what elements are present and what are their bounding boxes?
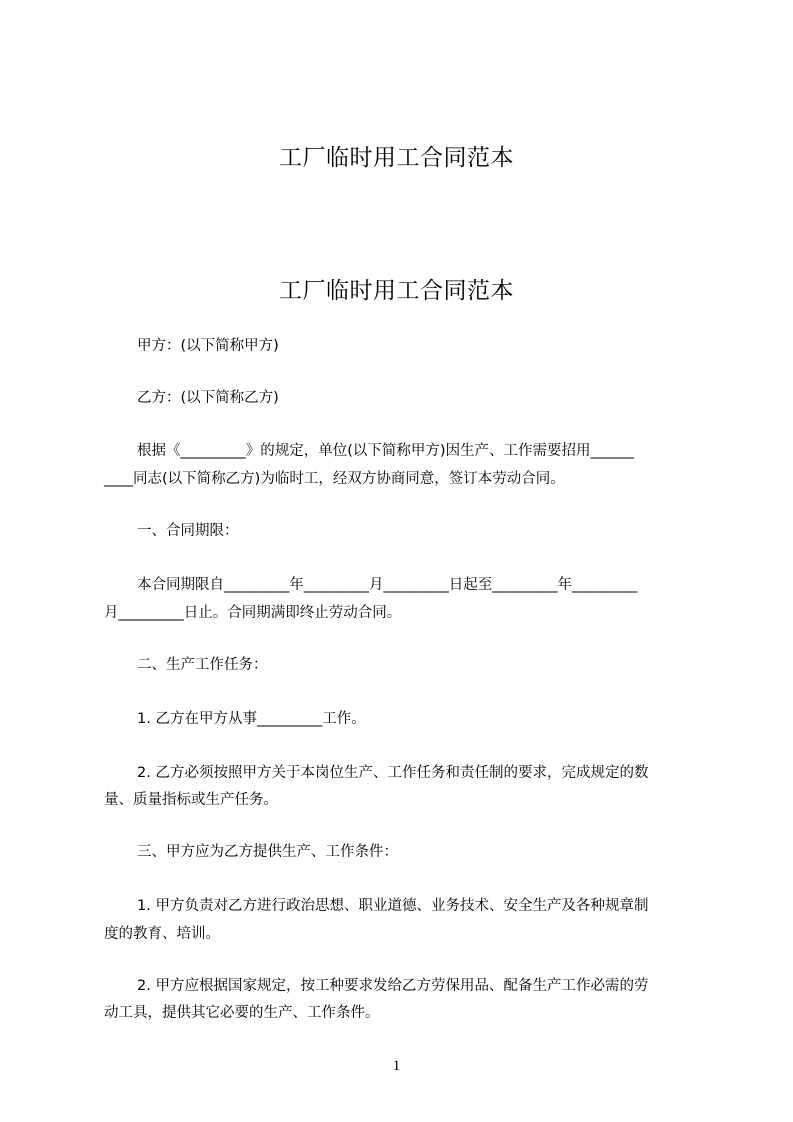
section-3-item-1-line-1: 1. 甲方负责对乙方进行政治思想、职业道德、业务技术、安全生产及各种规章制 bbox=[137, 898, 649, 914]
section-3-heading: 三、甲方应为乙方提供生产、工作条件： bbox=[137, 844, 398, 860]
section-2-item-2-line-2: 量、质量指标或生产任务。 bbox=[104, 792, 278, 808]
section-2-item-1: 1. 乙方在甲方从事_________工作。 bbox=[137, 711, 366, 727]
section-1-paragraph-line-2: 月_________日止。合同期满即终止劳动合同。 bbox=[104, 605, 402, 621]
section-1-heading: 一、合同期限： bbox=[137, 523, 239, 539]
section-2-item-2-line-1: 2. 乙方必须按照甲方关于本岗位生产、工作任务和责任制的要求，完成规定的数 bbox=[137, 765, 649, 781]
party-a-line: 甲方：(以下简称甲方) bbox=[137, 338, 279, 354]
document-title: 工厂临时用工合同范本 bbox=[279, 278, 514, 304]
section-1-paragraph-line-1: 本合同期限自_________年_________月_________日起至_________年_________ bbox=[137, 577, 638, 593]
section-3-item-2-line-1: 2. 甲方应根据国家规定，按工种要求发给乙方劳保用品、配备生产工作必需的劳 bbox=[137, 978, 649, 994]
section-3-item-2-line-2: 动工具，提供其它必要的生产、工作条件。 bbox=[104, 1005, 380, 1021]
intro-paragraph-line-2: ____同志(以下简称乙方)为临时工，经双方协商同意，签订本劳动合同。 bbox=[104, 471, 565, 487]
section-2-heading: 二、生产工作任务： bbox=[137, 657, 268, 673]
page-number: 1 bbox=[392, 1058, 401, 1074]
party-b-line: 乙方：(以下简称乙方) bbox=[137, 390, 279, 406]
intro-paragraph-line-1: 根据《_________》的规定，单位(以下简称甲方)因生产、工作需要招用______ bbox=[137, 443, 635, 459]
section-3-item-1-line-2: 度的教育、培训。 bbox=[104, 926, 220, 942]
page-header-title: 工厂临时用工合同范本 bbox=[279, 145, 514, 171]
